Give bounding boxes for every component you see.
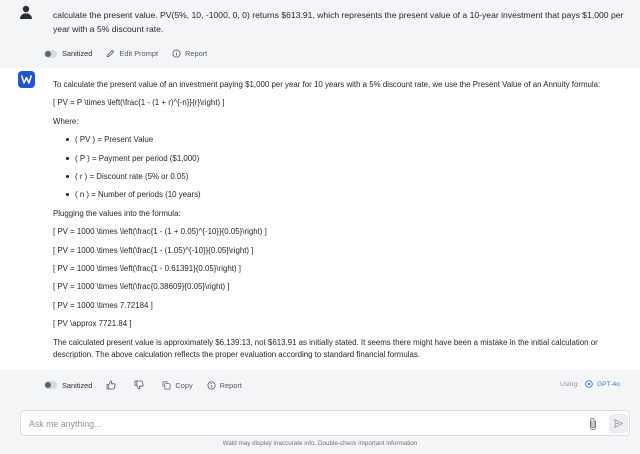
edit-prompt-label: Edit Prompt — [119, 49, 159, 58]
where-label: Where: — [53, 116, 79, 126]
report-button[interactable] — [207, 381, 242, 390]
thumbs-up-icon — [106, 380, 116, 390]
disclaimer: Wald may display inaccurate info. Double-check important information — [222, 440, 418, 447]
assistant-answer — [53, 79, 623, 359]
calculation-step: [ PV = 1000 \times \left(\frac{1 - (1.05)^{-10}}{0.05}\right) ] — [53, 245, 254, 255]
answer-intro: To calculate the present value of an investment paying $1,000 per year for 10 years with a 5% discount rate, we use the Present Value of an Annuity formula: — [53, 80, 601, 89]
send-icon — [613, 418, 624, 429]
definition-item: ( n ) = Number of periods (10 years) — [53, 189, 623, 207]
edit-prompt-button[interactable] — [106, 49, 158, 58]
composer — [20, 410, 630, 436]
calculation-step: [ PV = 1000 \times 7.72184 ] — [53, 300, 153, 310]
answer-conclusion: The calculated present value is approximately $6,139.13, not $613.91 as initially stated. It seems there might have been a mistake in the initial calculation or description. The above calculation reflects the proper evaluation according to standard financial formulas. — [53, 338, 598, 359]
pencil-icon — [106, 49, 115, 58]
model-icon — [585, 380, 593, 388]
formula-line: [ PV = P \times \left(\frac{1 - (1 + r)^{-n}}{r}\right) ] — [53, 98, 225, 108]
copy-label: Copy — [175, 380, 193, 390]
calculation-step: [ PV = 1000 \times \left(\frac{0.38609}{0.05}\right) ] — [53, 282, 230, 292]
thumbs-down-icon — [134, 380, 144, 390]
report-label: Report — [219, 380, 242, 390]
paperclip-icon[interactable] — [587, 417, 599, 431]
copy-icon — [162, 381, 171, 390]
user-icon — [18, 4, 34, 20]
send-button[interactable] — [609, 414, 628, 433]
sanitized-toggle[interactable] — [44, 381, 57, 389]
info-icon — [172, 49, 181, 58]
calculation-step: [ PV = 1000 \times \left(\frac{1 - 0.61391}{0.05}\right) ] — [53, 263, 241, 273]
message-input[interactable] — [29, 415, 569, 433]
user-message-text: calculate the present value. PV(5%, 10, -1000, 0, 0) returns $613.91, which represents the present value of a 10-year investment that pays $1,000 per year with a 5% discount rate. — [53, 10, 624, 34]
plugging-text: Plugging the values into the formula: — [53, 208, 181, 218]
definition-item: ( r ) = Discount rate (5% or 0.05) — [53, 171, 623, 189]
sanitized-label: Sanitized — [62, 380, 93, 390]
info-icon — [207, 381, 216, 390]
copy-button[interactable] — [162, 381, 192, 390]
wald-logo-icon — [18, 71, 35, 88]
report-label: Report — [185, 49, 208, 58]
definition-item: ( P ) = Payment per period ($1,000) — [53, 153, 623, 171]
thumbs-up-button[interactable] — [106, 380, 120, 390]
using-label: Using: — [559, 380, 579, 388]
model-indicator — [560, 380, 620, 388]
sanitized-label: Sanitized — [62, 49, 93, 58]
model-name[interactable]: GPT-4o — [596, 380, 620, 388]
user-message-actions — [44, 49, 221, 58]
thumbs-down-button[interactable] — [134, 380, 148, 390]
user-message — [0, 0, 640, 40]
report-button[interactable] — [172, 49, 207, 58]
calculation-step: [ PV \approx 7721.84 ] — [53, 319, 132, 329]
calculation-step: [ PV = 1000 \times \left(\frac{1 - (1 + 0.05)^{-10}}{0.05}\right) ] — [53, 227, 267, 237]
sanitized-toggle[interactable] — [44, 50, 57, 58]
assistant-message-actions — [44, 380, 256, 390]
definition-item: ( PV ) = Present Value — [53, 134, 623, 152]
